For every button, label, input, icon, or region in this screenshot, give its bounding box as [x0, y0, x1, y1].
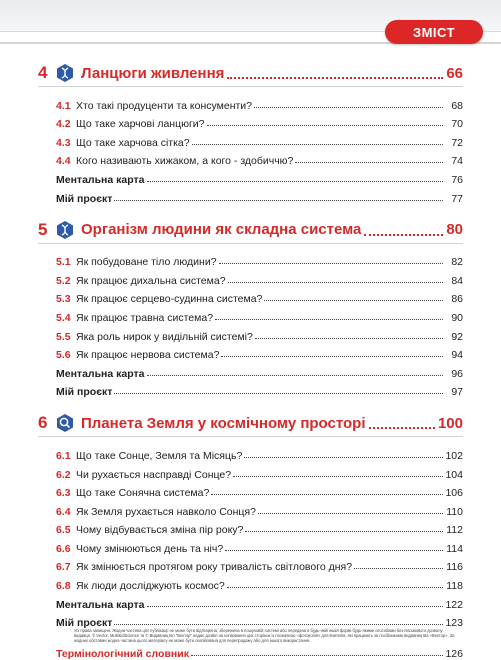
entry-number: 4.4: [56, 155, 71, 168]
dot-leader: [354, 568, 443, 569]
entry-title: Як люди досліджують космос?: [76, 580, 225, 593]
dot-leader: [227, 76, 443, 79]
toc-entry[interactable]: [56, 361, 463, 380]
dot-leader: [221, 356, 443, 357]
entry-page: 74: [451, 155, 463, 168]
toc-entry[interactable]: [56, 112, 463, 131]
entry-title: Як змінюється протягом року тривалість світлового дня?: [76, 561, 353, 574]
dot-leader: [114, 393, 443, 394]
entry-number: 5.5: [56, 330, 71, 343]
toc-entry[interactable]: [56, 250, 463, 269]
toc-entry[interactable]: [56, 536, 463, 555]
entry-page: 118: [446, 580, 463, 593]
entry-number: 6.8: [56, 580, 71, 593]
entry-number: 5.2: [56, 274, 71, 287]
toc-entry[interactable]: [56, 287, 463, 306]
dot-leader: [264, 300, 443, 301]
dot-leader: [215, 319, 443, 320]
entry-page: 77: [451, 192, 463, 205]
dot-leader: [245, 531, 443, 532]
entry-page: 114: [446, 542, 463, 555]
dot-leader: [258, 513, 443, 514]
glossary-entry[interactable]: [56, 641, 463, 660]
dot-leader: [254, 107, 443, 108]
entry-page: 90: [451, 311, 463, 324]
entry-page: 84: [451, 274, 463, 287]
entry-title: Мій проєкт: [56, 192, 113, 205]
entry-page: 123: [445, 617, 463, 630]
chapter-title: Планета Земля у космічному просторі: [81, 414, 366, 432]
dot-leader: [207, 125, 443, 126]
entry-title: Ментальна карта: [56, 173, 145, 186]
entry-page: 86: [451, 293, 463, 306]
entry-title: Що таке Сонце, Земля та Місяць?: [76, 449, 243, 462]
toc-entry[interactable]: [56, 343, 463, 362]
dot-leader: [192, 144, 443, 145]
dot-leader: [191, 655, 443, 656]
entry-number: 4.3: [56, 136, 71, 149]
entry-page: 122: [445, 598, 463, 611]
dot-leader: [114, 624, 443, 625]
entry-number: 6.7: [56, 561, 71, 574]
entry-title: Як Земля рухається навколо Сонця?: [76, 505, 256, 518]
entry-title: Як працює нервова система?: [76, 349, 220, 362]
entry-title: Як працює дихальна система?: [76, 274, 226, 287]
entry-page: 102: [445, 449, 463, 462]
dot-leader: [369, 426, 435, 429]
entry-number: 5.1: [56, 256, 71, 269]
dot-leader: [227, 587, 443, 588]
entry-number: 6.3: [56, 487, 71, 500]
entry-title: Як працює серцево-судинна система?: [76, 293, 263, 306]
dot-leader: [225, 550, 443, 551]
toc-entry[interactable]: [56, 462, 463, 481]
entry-page: 110: [446, 505, 463, 518]
toc-entry[interactable]: [56, 149, 463, 168]
entry-title: Як побудоване тіло людини?: [76, 256, 217, 269]
entry-page: 104: [445, 468, 463, 481]
entry-page: 94: [451, 349, 463, 362]
chapter-number: 6: [38, 413, 48, 433]
chapter-heading[interactable]: [38, 410, 463, 437]
dot-leader: [255, 338, 443, 339]
table-of-contents: [38, 60, 463, 660]
toc-entry[interactable]: [56, 130, 463, 149]
entry-title: Що таке харчові ланцюги?: [76, 118, 205, 131]
toc-entry[interactable]: [56, 518, 463, 537]
entry-page: 126: [445, 647, 463, 660]
entry-number: 6.6: [56, 542, 71, 555]
entry-page: 116: [446, 561, 463, 574]
chapter-heading[interactable]: [38, 217, 463, 244]
entry-number: 5.6: [56, 349, 71, 362]
entry-title: Кого називають хижаком, а кого - здобиччю?: [76, 155, 294, 168]
entry-number: 6.1: [56, 449, 71, 462]
chapter-number: 5: [38, 219, 48, 239]
toc-entry[interactable]: [56, 93, 463, 112]
dot-leader: [295, 162, 443, 163]
entry-title: Що таке Сонячна система?: [76, 487, 210, 500]
entry-page: 97: [451, 386, 463, 399]
entry-title: Чому змінюються день та ніч?: [76, 542, 224, 555]
entry-number: 5.3: [56, 293, 71, 306]
entry-title: Мій проєкт: [56, 617, 113, 630]
entry-page: 82: [451, 256, 463, 269]
entry-page: 76: [451, 173, 463, 186]
entry-title: Чому відбувається зміна пір року?: [76, 524, 244, 537]
dot-leader: [114, 200, 443, 201]
dot-leader: [364, 233, 443, 236]
dot-leader: [233, 476, 443, 477]
toc-entry[interactable]: [56, 305, 463, 324]
dot-leader: [147, 181, 444, 182]
chapter-title: Ланцюги живлення: [81, 64, 225, 82]
toc-entry[interactable]: [56, 592, 463, 611]
entry-number: 5.4: [56, 311, 71, 324]
chapter-page: 80: [446, 221, 463, 239]
entry-title: Мій проєкт: [56, 386, 113, 399]
entry-title: Чи рухається насправді Сонце?: [76, 468, 232, 481]
toc-entry[interactable]: [56, 555, 463, 574]
toc-entry[interactable]: [56, 380, 463, 399]
dot-leader: [211, 494, 443, 495]
toc-entry[interactable]: [56, 611, 463, 630]
entry-title: Яка роль нирок у видільній системі?: [76, 330, 253, 343]
chapter-heading[interactable]: [38, 60, 463, 87]
entry-title: Термінологічний словник: [56, 647, 189, 660]
toc-entry[interactable]: [56, 268, 463, 287]
dot-leader: [228, 282, 443, 283]
entry-title: Ментальна карта: [56, 598, 145, 611]
magnifier-icon: [55, 413, 75, 433]
toc-entry[interactable]: [56, 186, 463, 205]
toc-entry[interactable]: [56, 573, 463, 592]
dot-leader: [219, 263, 443, 264]
dot-leader: [147, 606, 444, 607]
toc-entry[interactable]: [56, 324, 463, 343]
entry-page: 92: [451, 330, 463, 343]
dot-leader: [244, 457, 443, 458]
dna-icon: [55, 220, 75, 240]
toc-entry[interactable]: [56, 443, 463, 462]
entry-number: 6.5: [56, 524, 71, 537]
entry-number: 6.4: [56, 505, 71, 518]
copyright-notice: Усі права захищені. Жодна частина цієї публікації не може бути відтворена, збережена в пошуковій системі або передана в будь-якій іншій формі будь-якими способами без письмового дозволу видавця. © Vector. MultiKidScience та © Видавництво "Вектор" надає дозвіл на копіювання цих сторінок із позначкою «фотокопія» для вчителів, які працюють за посібниками видавництва «Вектор». За жодних обставин жодна частина цього матеріалу не може бути скопійована для перепродажу або для іншого використання.: [74, 628, 455, 644]
entry-number: 4.1: [56, 99, 71, 112]
entry-page: 68: [451, 99, 463, 112]
entry-title: Що таке харчова сітка?: [76, 136, 190, 149]
toc-entry[interactable]: [56, 481, 463, 500]
chapter-page: 66: [446, 64, 463, 82]
entry-number: 4.2: [56, 118, 71, 131]
entry-page: 72: [451, 136, 463, 149]
entry-title: Ментальна карта: [56, 367, 145, 380]
toc-entry[interactable]: [56, 167, 463, 186]
chapter-number: 4: [38, 63, 48, 82]
entry-page: 112: [446, 524, 463, 537]
chapter-page: 100: [437, 414, 463, 432]
dot-leader: [147, 375, 444, 376]
entry-title: Хто такі продуценти та консументи?: [76, 99, 253, 112]
entry-number: 6.2: [56, 468, 71, 481]
dna-icon: [55, 63, 75, 83]
chapter-title: Організм людини як складна система: [81, 221, 362, 239]
entry-page: 106: [445, 487, 463, 500]
entry-page: 96: [451, 367, 463, 380]
contents-tab: ЗМІСТ: [385, 20, 483, 44]
toc-entry[interactable]: [56, 499, 463, 518]
entry-title: Як працює травна система?: [76, 311, 214, 324]
entry-page: 70: [451, 118, 463, 131]
